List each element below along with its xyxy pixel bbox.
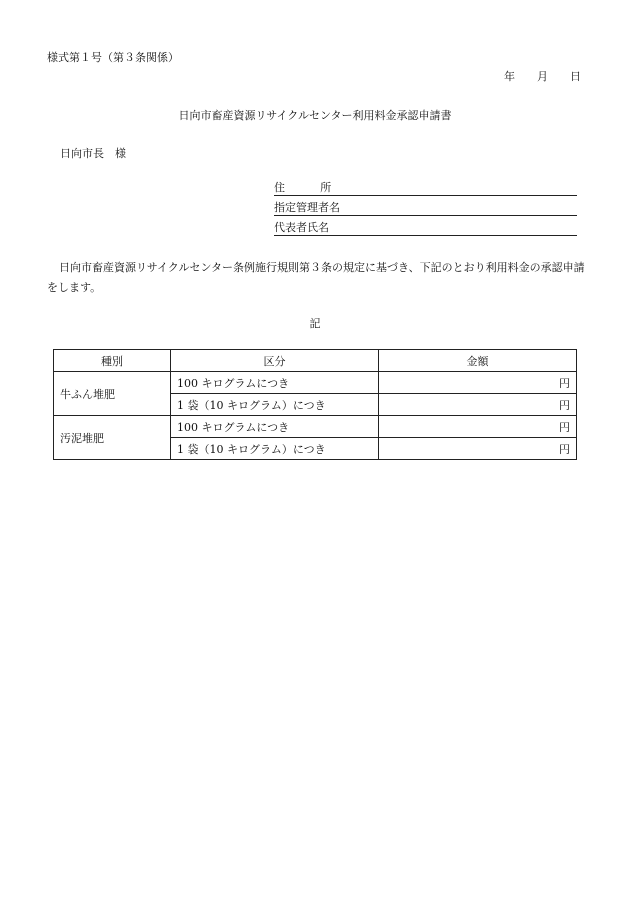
type-cell: 汚泥堆肥 xyxy=(54,416,171,460)
table-row xyxy=(54,372,577,394)
form-number: 様式第１号（第３条関係） xyxy=(47,51,179,64)
division-cell: 100 キログラムにつき xyxy=(171,372,379,394)
addressee: 日向市長 様 xyxy=(60,147,126,160)
table-header-row xyxy=(54,350,577,372)
column-header-amount: 金額 xyxy=(379,350,577,372)
representative-name-field[interactable] xyxy=(274,221,577,236)
fee-table xyxy=(53,349,577,460)
address-label: 住所 xyxy=(274,181,367,194)
division-cell: 1 袋（10 キログラム）につき xyxy=(171,394,379,416)
column-header-division: 区分 xyxy=(171,350,379,372)
division-cell: 100 キログラムにつき xyxy=(171,416,379,438)
address-field[interactable] xyxy=(274,181,577,196)
manager-name-field[interactable] xyxy=(274,201,577,216)
document-title: 日向市畜産資源リサイクルセンター利用料金承認申請書 xyxy=(178,109,452,122)
amount-cell[interactable]: 円 xyxy=(379,438,577,460)
table-row xyxy=(54,416,577,438)
date-day: 日 xyxy=(570,70,581,83)
date-month: 月 xyxy=(537,70,548,83)
ki-heading: 記 xyxy=(309,317,321,330)
amount-cell[interactable]: 円 xyxy=(379,394,577,416)
column-header-type: 種別 xyxy=(54,350,171,372)
amount-cell[interactable]: 円 xyxy=(379,372,577,394)
date-year: 年 xyxy=(504,70,515,83)
manager-name-label: 指定管理者名 xyxy=(274,201,340,214)
division-cell: 1 袋（10 キログラム）につき xyxy=(171,438,379,460)
type-cell: 牛ふん堆肥 xyxy=(54,372,171,416)
application-statement: 日向市畜産資源リサイクルセンター条例施行規則第３条の規定に基づき、下記のとおり利用料金の承認申請をします。 xyxy=(47,261,585,294)
date-line xyxy=(504,70,581,84)
representative-name-label: 代表者氏名 xyxy=(274,221,329,234)
amount-cell[interactable]: 円 xyxy=(379,416,577,438)
